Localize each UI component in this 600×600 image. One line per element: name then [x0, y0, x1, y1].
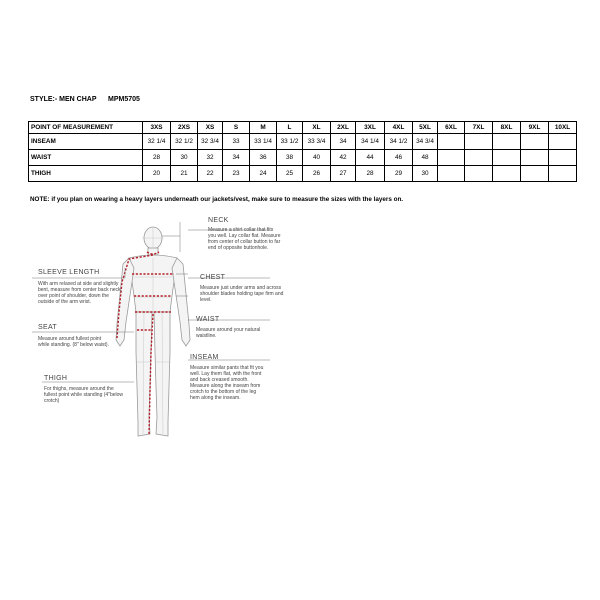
table-cell	[521, 150, 549, 166]
header-cell-size: 7XL	[465, 122, 493, 134]
table-cell: 28	[356, 166, 385, 182]
table-cell: 32 1/4	[143, 134, 171, 150]
size-table	[28, 121, 577, 182]
table-cell: 34 3/4	[413, 134, 438, 150]
table-cell: 33	[223, 134, 250, 150]
header-cell-size: M	[250, 122, 277, 134]
table-cell	[465, 150, 493, 166]
table-cell: 44	[356, 150, 385, 166]
table-row	[29, 166, 577, 182]
header-cell-size: 9XL	[521, 122, 549, 134]
table-cell: 27	[331, 166, 356, 182]
table-cell	[549, 150, 577, 166]
table-cell: 34	[331, 134, 356, 150]
sleeve-length-title: SLEEVE LENGTH	[38, 269, 100, 276]
table-cell: 30	[171, 150, 198, 166]
chest-title: CHEST	[200, 274, 226, 281]
table-cell	[549, 166, 577, 182]
table-cell: 42	[331, 150, 356, 166]
table-cell: 21	[171, 166, 198, 182]
table-cell: 33 1/2	[277, 134, 303, 150]
table-row	[29, 150, 577, 166]
header-cell-size: 3XS	[143, 122, 171, 134]
sleeve-length-description: With arm relaxed at side and slightly bent, measure from center back neck, over point of shoulder, down the outside of the arm wrist.	[38, 281, 122, 305]
seat-title: SEAT	[38, 324, 57, 331]
table-cell	[493, 166, 521, 182]
style-label: STYLE:- MEN CHAP	[30, 96, 97, 103]
table-cell: 40	[303, 150, 331, 166]
header-cell-size: 2XL	[331, 122, 356, 134]
header-cell-size: 5XL	[413, 122, 438, 134]
table-cell	[438, 150, 465, 166]
table-cell: 34	[223, 150, 250, 166]
table-cell	[465, 166, 493, 182]
table-cell	[465, 134, 493, 150]
style-line	[30, 96, 140, 103]
thigh-description: For thighs, measure around the fullest point while standing (4"below crotch)	[44, 386, 124, 404]
header-cell-size: 2XS	[171, 122, 198, 134]
table-cell	[521, 166, 549, 182]
header-cell-size: S	[223, 122, 250, 134]
inseam-description: Measure similar pants that fit you well. Lay them flat, with the front and back creased smooth. Measure along the inseam from crotch to the bottom of the leg hem along the inseam.	[190, 365, 264, 401]
style-code: MPM5705	[108, 96, 140, 103]
header-cell-size: 8XL	[493, 122, 521, 134]
table-cell: 25	[277, 166, 303, 182]
table-cell: 33 1/4	[250, 134, 277, 150]
table-cell: 32 3/4	[198, 134, 223, 150]
row-label: WAIST	[29, 150, 143, 166]
chest-description: Measure just under arms and across shoulder blades holding tape firm and level.	[200, 285, 284, 303]
measurement-guide	[30, 212, 450, 452]
header-cell-size: 3XL	[356, 122, 385, 134]
row-label: THIGH	[29, 166, 143, 182]
table-cell	[438, 166, 465, 182]
table-cell: 26	[303, 166, 331, 182]
thigh-title: THIGH	[44, 375, 68, 382]
inseam-title: INSEAM	[190, 354, 219, 361]
table-cell: 48	[413, 150, 438, 166]
table-cell: 34 1/2	[385, 134, 413, 150]
header-cell-point-of-measurement: POINT OF MEASUREMENT	[29, 122, 143, 134]
table-cell	[521, 134, 549, 150]
table-cell: 28	[143, 150, 171, 166]
waist-description: Measure around your natural waistline.	[196, 327, 261, 339]
row-label: INSEAM	[29, 134, 143, 150]
table-row	[29, 134, 577, 150]
table-cell: 36	[250, 150, 277, 166]
table-cell: 29	[385, 166, 413, 182]
table-cell	[549, 134, 577, 150]
header-cell-size: 6XL	[438, 122, 465, 134]
header-cell-size: XS	[198, 122, 223, 134]
header-cell-size: 10XL	[549, 122, 577, 134]
table-cell: 38	[277, 150, 303, 166]
table-cell: 22	[198, 166, 223, 182]
layering-note: NOTE: if you plan on wearing a heavy layers underneath our jackets/vest, make sure to measure the sizes with the layers on.	[30, 196, 404, 203]
table-header-row	[29, 122, 577, 134]
neck-description: Measure a shirt collar that fits you well. Lay collar flat. Measure from center of collar button to far end of opposite buttonhole.	[208, 227, 281, 251]
table-cell: 24	[250, 166, 277, 182]
table-cell	[493, 134, 521, 150]
table-cell: 32 1/2	[171, 134, 198, 150]
table-cell: 23	[223, 166, 250, 182]
header-cell-size: XL	[303, 122, 331, 134]
header-cell-size: 4XL	[385, 122, 413, 134]
table-cell	[493, 150, 521, 166]
waist-title: WAIST	[196, 316, 220, 323]
header-cell-size: L	[277, 122, 303, 134]
table-cell: 30	[413, 166, 438, 182]
table-cell: 33 3/4	[303, 134, 331, 150]
neck-title: NECK	[208, 217, 229, 224]
seat-description: Measure around fullest point while standing. (8" below waist).	[38, 336, 109, 348]
table-cell: 46	[385, 150, 413, 166]
table-cell: 32	[198, 150, 223, 166]
table-cell	[438, 134, 465, 150]
table-cell: 20	[143, 166, 171, 182]
table-cell: 34 1/4	[356, 134, 385, 150]
